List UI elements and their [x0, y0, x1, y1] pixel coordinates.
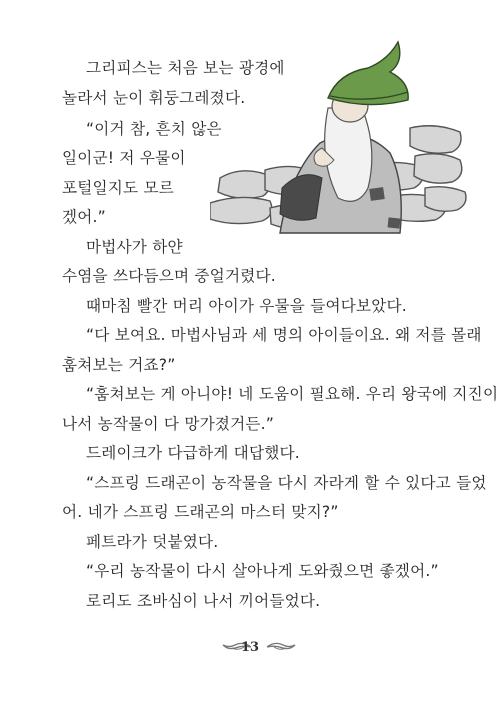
right-flourish-icon [266, 640, 296, 654]
text-line: 마법사가 하얀 [86, 238, 183, 256]
text-line: 수염을 쓰다듬으며 중얼거렸다. [62, 267, 276, 285]
text-line: 나서 농작물이 다 망가졌거든.” [62, 415, 275, 433]
text-line: 그리피스는 처음 보는 광경에 [86, 59, 285, 77]
text-line: 겠어.” [62, 208, 106, 226]
text-line: 어. 네가 스프링 드래곤의 마스터 맞지?” [62, 503, 339, 521]
text-line: “이거 참, 흔치 않은 [86, 120, 222, 138]
page-number: 13 [240, 640, 260, 655]
text-line: “우리 농작물이 다시 살아나게 도와줬으면 좋겠어.” [86, 562, 439, 580]
text-line: 일이군! 저 우물이 [62, 149, 186, 167]
text-line: 로리도 조바심이 나서 끼어들었다. [86, 592, 321, 610]
text-line: 페트라가 덧붙였다. [86, 533, 219, 551]
text-line: “다 보여요. 마법사님과 세 명의 아이들이요. 왜 저를 몰래 [86, 326, 482, 344]
text-line: 드레이크가 다급하게 대답했다. [86, 444, 300, 462]
text-line: 놀라서 눈이 휘둥그레졌다. [62, 89, 246, 107]
wizard-figure [280, 42, 408, 233]
text-line: 훔쳐보는 거죠?” [62, 356, 176, 374]
text-line: “훔쳐보는 게 아니야! 네 도움이 필요해. 우리 왕국에 지진이 [86, 385, 499, 403]
text-line: “스프링 드래곤이 농작물을 다시 자라게 할 수 있다고 들었 [86, 474, 487, 492]
text-line: 포털일지도 모르 [62, 179, 175, 197]
text-line: 때마침 빨간 머리 아이가 우물을 들여다보았다. [86, 297, 407, 315]
